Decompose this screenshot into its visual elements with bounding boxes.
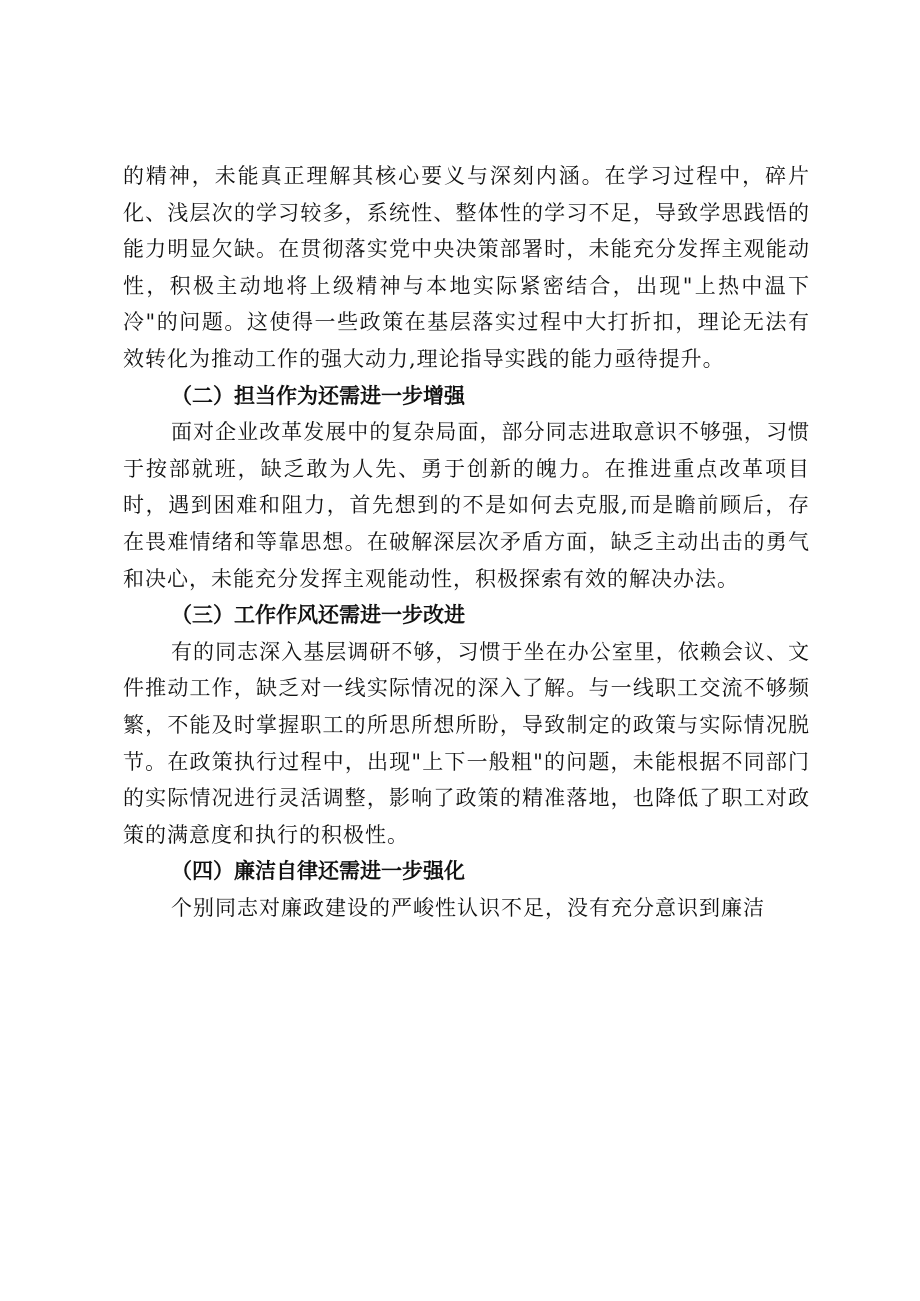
paragraph-section-2: 面对企业改革发展中的复杂局面，部分同志进取意识不够强，习惯于按部就班，缺乏敢为人先、勇于创新的魄力。在推进重点改革项目时，遇到困难和阻力，首先想到的不是如何去克服,而是瞻前顾后，存在畏难情绪和等靠思想。在破解深层次矛盾方面，缺乏主动出击的勇气和决心，未能充分发挥主观能动性，积极探索有效的解决办法。	[123, 420, 810, 591]
section-heading-2: （二）担当作为还需进一步增强	[171, 383, 465, 408]
section-heading-4: （四）廉洁自律还需进一步强化	[171, 859, 465, 884]
section-heading-3: （三）工作作风还需进一步改进	[171, 603, 465, 628]
paragraph-continuation: 的精神，未能真正理解其核心要义与深刻内涵。在学习过程中，碎片化、浅层次的学习较多，系统性、整体性的学习不足，导致学思践悟的能力明显欠缺。在贯彻落实党中央决策部署时，未能充分发挥主观能动性，积极主动地将上级精神与本地实际紧密结合，出现"上热中温下冷"的问题。这使得一些政策在基层落实过程中大打折扣，理论无法有效转化为推动工作的强大动力,理论指导实践的能力亟待提升。	[123, 164, 810, 371]
paragraph-section-3: 有的同志深入基层调研不够，习惯于坐在办公室里，依赖会议、文件推动工作，缺乏对一线实际情况的深入了解。与一线职工交流不够频繁，不能及时掌握职工的所思所想所盼，导致制定的政策与实际情况脱节。在政策执行过程中，出现"上下一般粗"的问题，未能根据不同部门的实际情况进行灵活调整，影响了政策的精准落地，也降低了职工对政策的满意度和执行的积极性。	[123, 639, 810, 847]
paragraph-section-4: 个别同志对廉政建设的严峻性认识不足，没有充分意识到廉洁	[171, 895, 765, 920]
